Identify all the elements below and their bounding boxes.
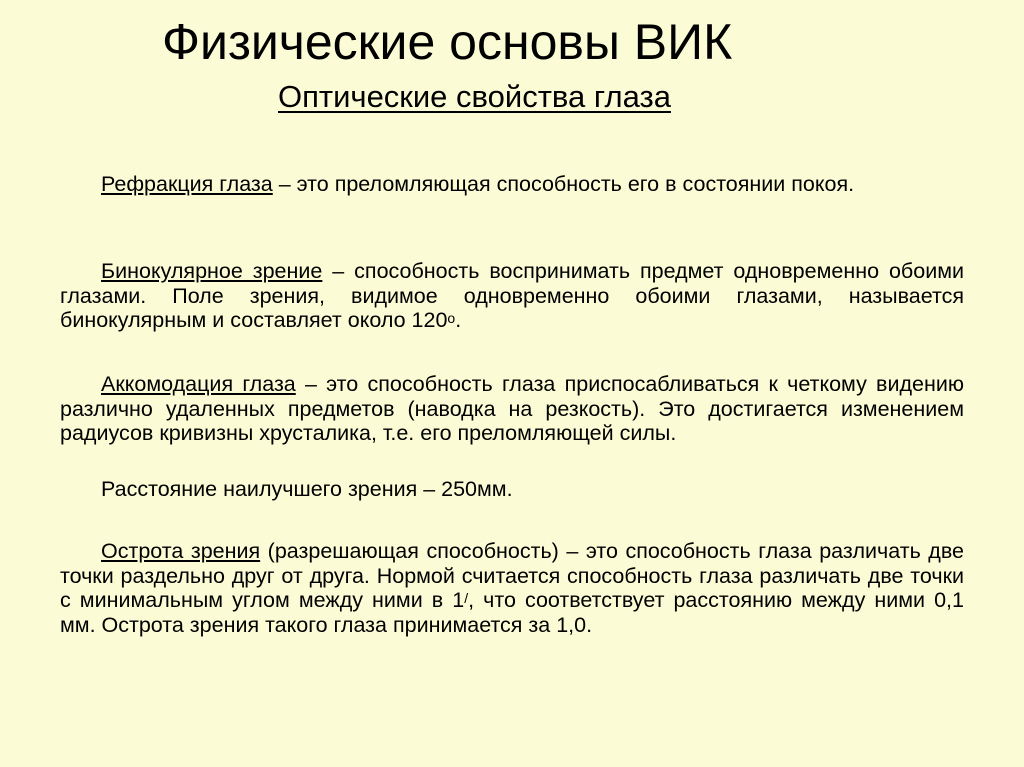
text-refraction: – это преломляющая способность его в состоянии покоя. (272, 172, 855, 196)
text-best-distance: Расстояние наилучшего зрения – 250мм. (101, 477, 513, 501)
term-acuity: Острота зрения (101, 539, 261, 563)
paragraph-acuity (60, 539, 964, 637)
slide-title: Физические основы ВИК (162, 14, 733, 70)
text-acuity-end: , что соответствует расстоянию между ними 0,1 мм. Острота зрения такого глаза принимается за 1,0. (60, 588, 964, 637)
degree-superscript: о (447, 310, 456, 326)
text-acuity: (разрешающая способность) – это способность глаза различать две точки раздельно друг от друга. Нормой считается способность глаза различать две точки с минимальным углом между ними в 1 (60, 539, 964, 612)
paragraph-binocular (60, 259, 964, 333)
text-accommodation: – это способность глаза приспосабливаться к четкому видению различно удаленных предметов (наводка на резкость). Это достигается изменением радиусов кривизны хрусталика, т.е. его преломляющей силы. (60, 372, 964, 445)
paragraph-refraction (60, 172, 964, 197)
minute-superscript: / (464, 590, 469, 606)
term-accommodation: Аккомодация глаза (101, 372, 296, 396)
paragraph-best-distance (60, 477, 964, 502)
text-binocular-end: . (455, 308, 462, 332)
paragraph-accommodation (60, 372, 964, 446)
slide-subtitle: Оптические свойства глаза (278, 79, 671, 114)
term-binocular: Бинокулярное зрение (101, 259, 323, 283)
term-refraction: Рефракция глаза (101, 172, 273, 196)
text-binocular: – способность воспринимать предмет одновременно обоими глазами. Поле зрения, видимое одновременно обоими глазами, называется бинокулярным и составляет около 120 (60, 259, 964, 332)
